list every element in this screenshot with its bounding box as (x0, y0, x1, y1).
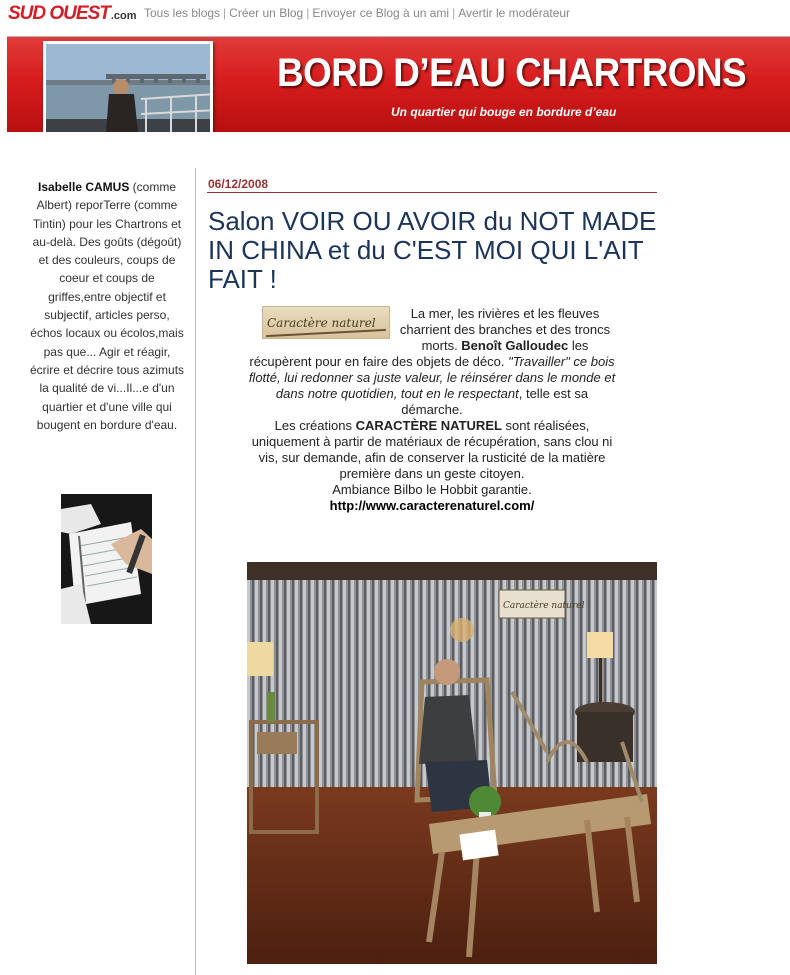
salon-photo (247, 562, 657, 964)
photo-sign-text: Caractère naturel (503, 601, 585, 611)
author-bio (28, 178, 186, 434)
sidebar-divider (195, 168, 196, 975)
author-name: Isabelle CAMUS (37, 180, 130, 194)
p1-text-c: , telle est sa démarche. (401, 386, 589, 417)
logo-label: Caractère naturel (267, 316, 376, 330)
link-separator: | (223, 6, 227, 20)
link-report-moderator[interactable]: Avertir le modérateur (458, 6, 571, 20)
logo-text: SUD OUEST (8, 3, 110, 24)
blog-banner (7, 36, 790, 132)
link-separator: | (306, 6, 310, 20)
post-title[interactable]: Salon VOIR OU AVOIR du NOT MADE IN CHINA et du C'EST MOI QUI L'AIT FAIT ! (208, 206, 657, 294)
author-photo (61, 494, 152, 624)
designer-name: Benoît Galloudec (461, 338, 569, 353)
date-rule (207, 192, 657, 193)
logo-suffix: .com (110, 10, 137, 22)
p1-text-a: La mer, les rivières et les fleuves charrient des branches et des troncs morts. (399, 306, 611, 353)
post-date: 06/12/2008 (208, 177, 269, 191)
salon-photo-image (247, 562, 657, 964)
paragraph-3: Ambiance Bilbo le Hobbit garantie. (332, 482, 532, 497)
top-links (144, 6, 570, 20)
blog-title[interactable]: BORD D’EAU CHARTRONS (277, 51, 747, 95)
post-body (248, 306, 616, 514)
paragraph-2 (248, 418, 616, 482)
blog-subtitle: Un quartier qui bouge en bordure d’eau (391, 105, 617, 119)
sudouest-logo[interactable] (8, 3, 137, 25)
p2-text-b: sont réalisées, uniquement à partir de matériaux de récupération, sans clou ni vis, sur demande, afin de conserver la rusticité de la matière première dans un geste citoyen. (251, 418, 613, 481)
author-photo-image (61, 494, 152, 624)
link-send-to-friend[interactable]: Envoyer ce Blog à un ami (312, 6, 450, 20)
top-bar (0, 0, 790, 30)
link-create-blog[interactable]: Créer un Blog (229, 6, 304, 20)
link-all-blogs[interactable]: Tous les blogs (144, 6, 221, 20)
link-separator: | (452, 6, 456, 20)
banner-photo (43, 41, 213, 132)
banner-photo-image (46, 44, 213, 132)
author-bio-text: (comme Albert) reporTerre (comme Tintin) pour les Chartrons et au-delà. Des goûts (dégoût) et des couleurs, coups de coeur et coups de griffes,entre objectif et subjectif, articles perso, échos locaux ou écolos,mais pas que... Agir et réagir, écrire et décrire tous azimuts la qualité de vi...Il...e d'un quartier et d'une ville qui bougent en bordure d'eau. (29, 180, 185, 432)
brand-name: CARACTÈRE NATUREL (355, 418, 502, 433)
website-link[interactable]: http://www.caracterenaturel.com/ (329, 498, 535, 513)
p1-text-b: les récupèrent pour en faire des objets de déco. (249, 338, 589, 369)
p1-quote: "Travailler" ce bois flotté, lui redonner sa juste valeur, le réinsérer dans le monde et dans notre quotidien, tout en le respectant (248, 354, 616, 401)
p2-text-a: Les créations (274, 418, 356, 433)
caractere-naturel-logo (262, 306, 390, 339)
